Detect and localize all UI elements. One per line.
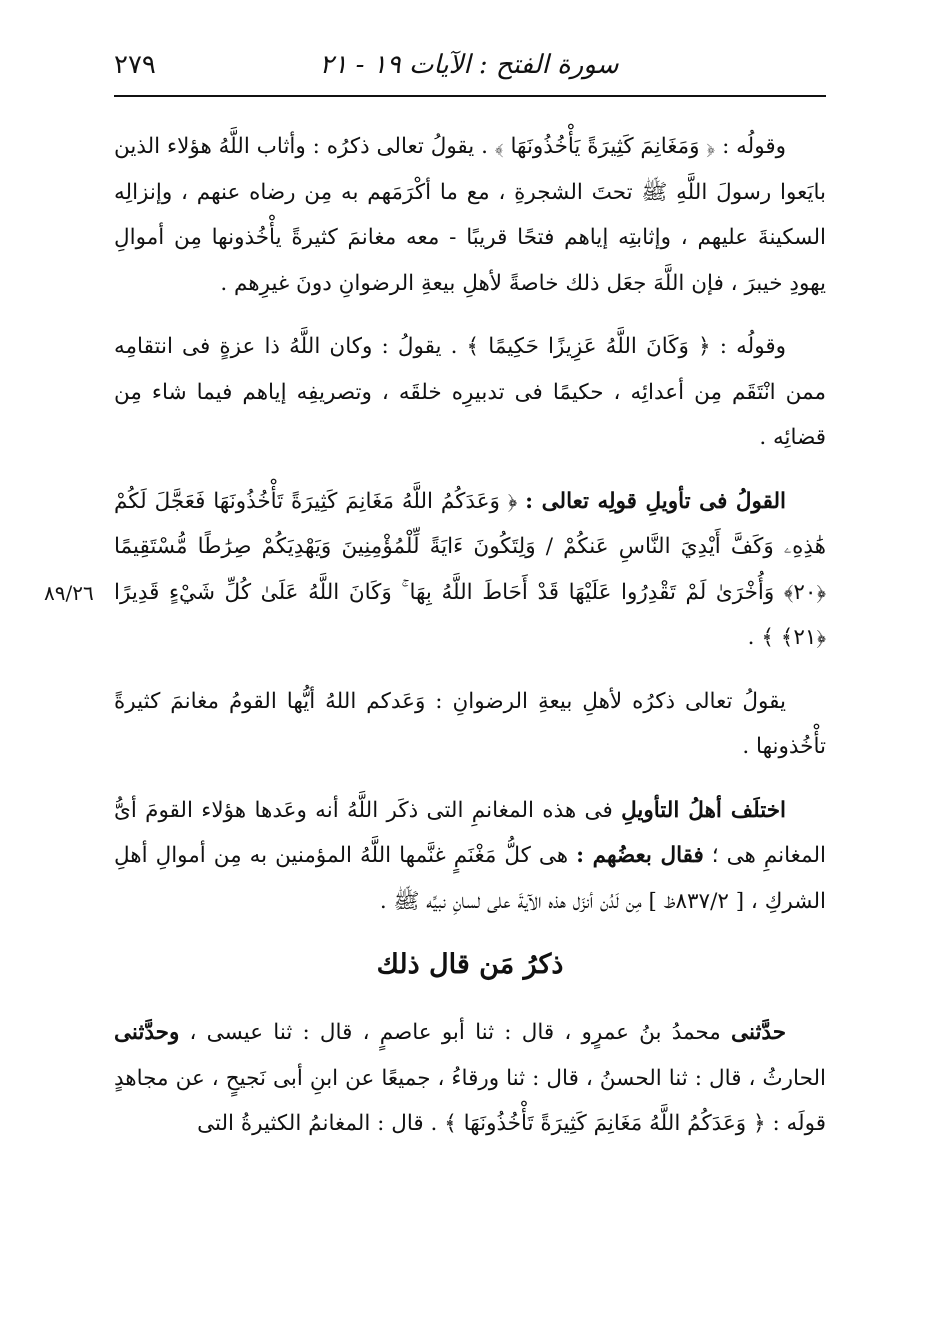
paragraph-5-text2: هى كلُّ مَغْنَمٍ غنَّمها اللَّهُ المؤمنين به مِن أموالِ أهلِ الشركِ ، [ ٨٣٧/٢ظ ] مِن لَدُن أنزَل هذه الآيةَ على لسانِ نبيِّه ﷺ . (114, 843, 826, 914)
paragraph-3 (114, 479, 826, 661)
paragraph-5-text: فى هذه المغانمِ التى ذكَر اللَّهُ أنه وعَدها هؤلاء القومَ أىُّ المغانمِ هى ؛ (114, 797, 826, 868)
running-title: سورة الفتح : الآيات ١٩ - ٢١ (319, 50, 619, 80)
section-heading: ذكرُ مَن قال ذلك (376, 949, 564, 980)
page-number: ٢٧٩ (114, 50, 156, 80)
paragraph-4-text: يقولُ تعالى ذكرُه لأهلِ بيعةِ الرضوانِ : وَعَدكم اللهُ أيُّها القومُ مغانمَ كثيرةً تأْخُذونها . (114, 688, 826, 759)
page-body (114, 124, 826, 1165)
isnad-text: محمدُ بنُ عمرٍو ، قال : ثنا أبو عاصمٍ ، قال : ثنا عيسى ، (179, 1020, 732, 1045)
isnad-paragraph (114, 1010, 826, 1147)
margin-reference: ٨٩/٢٦ (44, 581, 94, 605)
isnad-lead: حدَّثنى (731, 1020, 786, 1045)
paragraph-1 (114, 124, 826, 306)
paragraph-2-text: وقولُه : ﴿ وَكَانَ اللَّهُ عَزِيزًا حَكِيمًا ﴾ . يقولُ : وكان اللَّهُ ذا عزةٍ فى انتقامِه ممن انْتَقَم مِن أعدائِه ، حكيمًا فى تدبيرِه خلقَه ، وتصريفِه إياهم فيما شاء مِن قضائِه . (114, 334, 826, 450)
paragraph-5-lead: اختلَف أهلُ التأويلِ (621, 797, 786, 823)
isnad-lead2: وحدَّثنى (114, 1020, 180, 1045)
isnad-text2: الحارثُ ، قال : ثنا الحسنُ ، قال : ثنا ورقاءُ ، جميعًا عن ابنِ أبى نَجيحٍ ، عن مجاهدٍ قولَه : ﴿ وَعَدَكُمُ اللَّهُ مَغَانِمَ كَثِيرَةً تَأْخُذُونَهَا ﴾ . قال : المغانمُ الكثيرةُ التى (114, 1065, 826, 1136)
paragraph-1-text: وقولُه : ﴿ وَمَغَانِمَ كَثِيرَةً يَأْخُذُونَهَا ﴾ . يقولُ تعالى ذكرُه : وأثاب اللَّهُ هؤلاء الذين بايَعوا رسولَ اللَّهِ ﷺ تحتَ الشجرةِ ، مع ما أكْرَمَهم به مِن رضاه عنهم ، وإنزالِه السكينةَ عليهم ، وإثابتِه إياهم فتحًا قريبًا - معه مغانمَ كثيرةً يأْخُذونها مِن أموالِ يهودِ خيبرَ ، فإن اللَّهَ جعَل ذلك خاصةً لأهلِ بيعةِ الرضوانِ دونَ غيرِهم . (114, 134, 826, 296)
paragraph-3-lead: القولُ فى تأويلِ قولِه تعالى : (525, 488, 786, 514)
paragraph-3-text: ﴿ وَعَدَكُمُ اللَّهُ مَغَانِمَ كَثِيرَةً تَأْخُذُونَهَا فَعَجَّلَ لَكُمْ هَٰذِهِۦ وَكَفَّ أَيْدِيَ النَّاسِ عَنكُمْ / وَلِتَكُونَ ءَايَةً لِّلْمُؤْمِنِينَ وَيَهْدِيَكُمْ صِرَٰطًا مُّسْتَقِيمًا ﴿٢٠﴾ وَأُخْرَىٰ لَمْ تَقْدِرُوا عَلَيْهَا قَدْ أَحَاطَ اللَّهُ بِهَا ۚ وَكَانَ اللَّهُ عَلَىٰ كُلِّ شَيْءٍ قَدِيرًا ﴿٢١﴾ ﴾ . (114, 488, 826, 650)
paragraph-4 (114, 679, 826, 770)
header-rule (114, 95, 826, 97)
paragraph-2 (114, 324, 826, 461)
paragraph-5 (114, 788, 826, 925)
paragraph-5-lead2: فقال بعضُهم : (576, 843, 704, 868)
page-header (114, 42, 824, 96)
